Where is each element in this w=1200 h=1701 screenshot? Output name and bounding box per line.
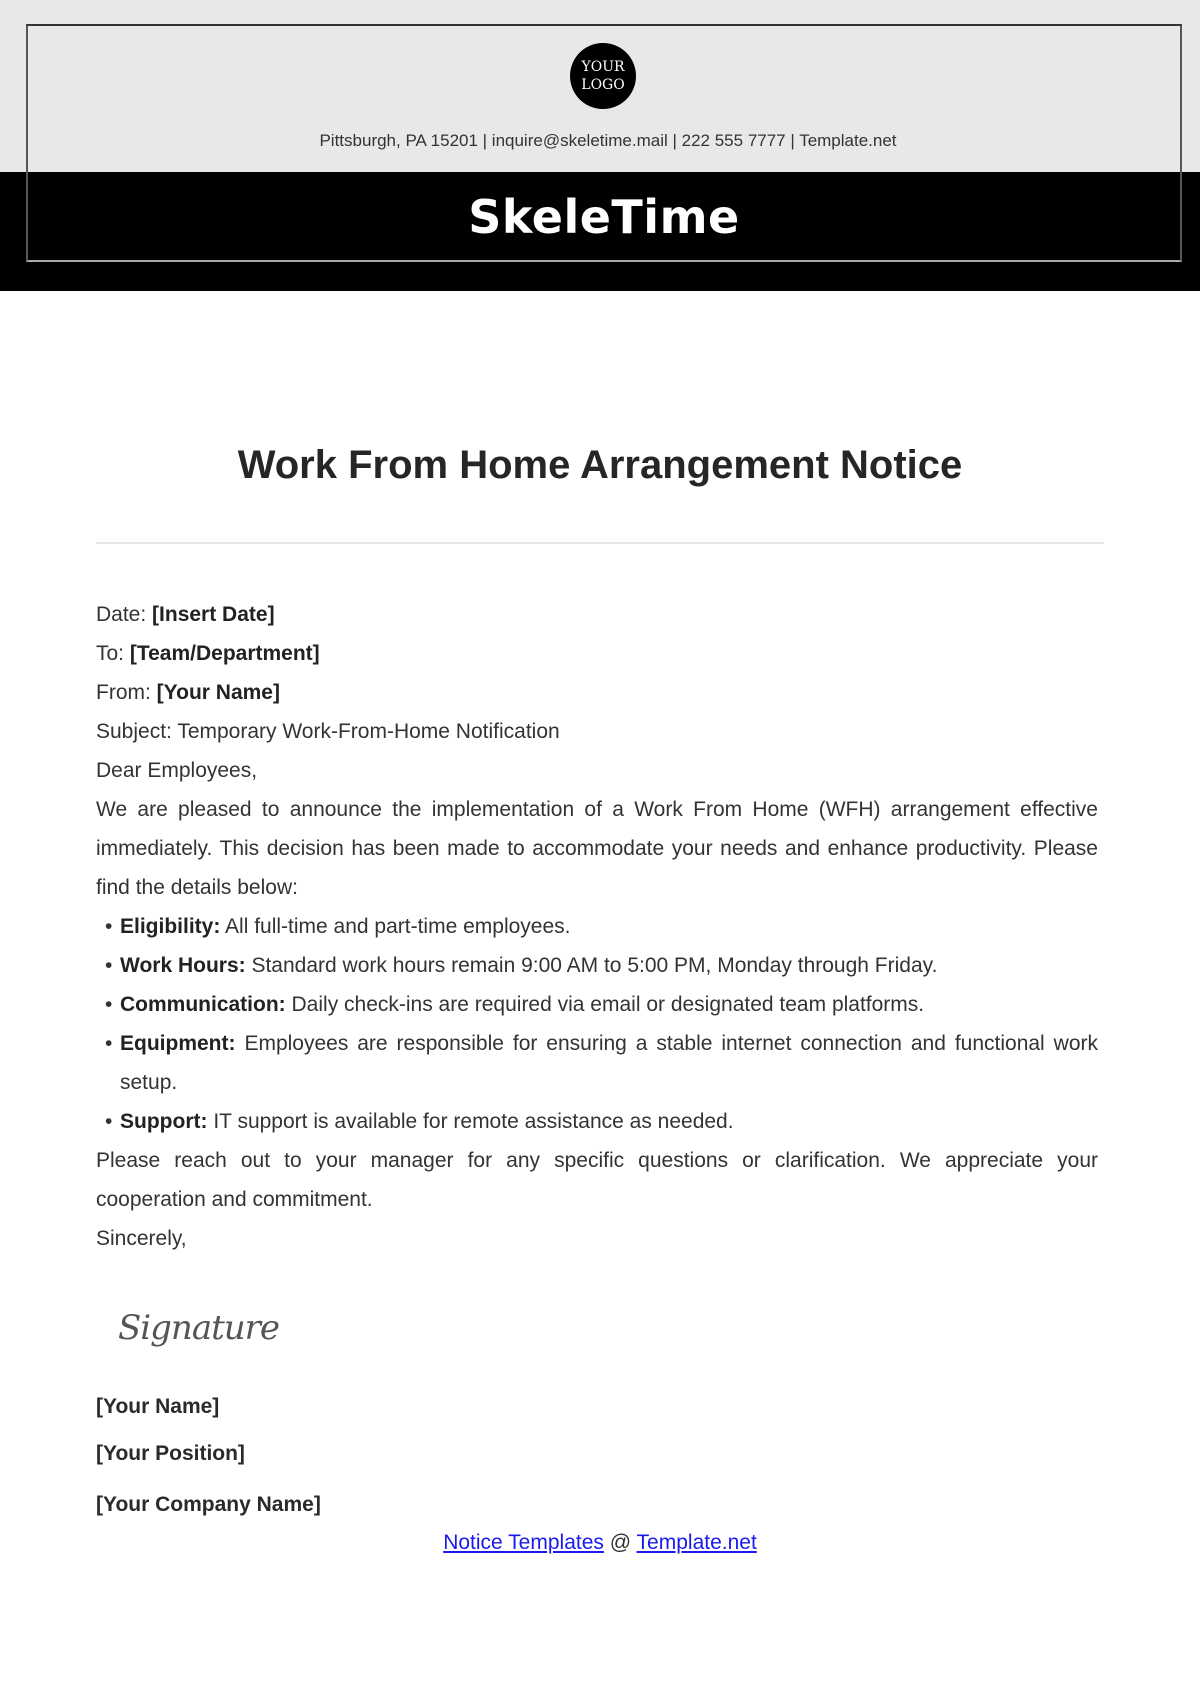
signoff: Sincerely, xyxy=(96,1227,187,1250)
logo-text: LOGO xyxy=(581,77,625,93)
from-label: From: xyxy=(96,681,151,704)
signer-company: [Your Company Name] xyxy=(96,1493,321,1516)
list-item xyxy=(120,946,1098,985)
company-brand: SkeleTime xyxy=(468,190,740,244)
item-label: Support: xyxy=(120,1110,208,1133)
document-title: Work From Home Arrangement Notice xyxy=(237,443,963,487)
subject-line: Subject: Temporary Work-From-Home Notification xyxy=(96,720,560,743)
signer-position: [Your Position] xyxy=(96,1442,245,1465)
list-item xyxy=(120,985,1098,1024)
date-label: Date: xyxy=(96,603,147,626)
signature: Signature xyxy=(118,1308,280,1348)
date-line xyxy=(96,595,1098,634)
list-item xyxy=(120,1024,1098,1102)
footer-separator: @ xyxy=(609,1531,632,1554)
to-line xyxy=(96,634,1098,673)
from-line xyxy=(96,673,1098,712)
date-value: [Insert Date] xyxy=(152,603,275,626)
notice-templates-link[interactable]: Notice Templates xyxy=(443,1531,604,1554)
logo-text: YOUR xyxy=(581,59,625,75)
template-net-link[interactable]: Template.net xyxy=(636,1531,757,1554)
details-list xyxy=(96,907,1098,1141)
greeting: Dear Employees, xyxy=(96,759,258,782)
item-text: Daily check-ins are required via email or designated team platforms. xyxy=(291,993,925,1016)
divider xyxy=(96,542,1104,544)
to-value: [Team/Department] xyxy=(129,642,320,665)
notice-body xyxy=(96,595,1098,1258)
item-label: Equipment: xyxy=(120,1032,236,1055)
item-label: Communication: xyxy=(120,993,286,1016)
intro-paragraph: We are pleased to announce the implementation of a Work From Home (WFH) arrangement effective immediately. This decision has been made to accommodate your needs and enhance productivity. Please find the details below: xyxy=(96,798,1098,899)
to-label: To: xyxy=(96,642,125,665)
item-label: Eligibility: xyxy=(120,915,221,938)
from-value: [Your Name] xyxy=(156,681,280,704)
list-item xyxy=(120,907,1098,946)
item-text: IT support is available for remote assistance as needed. xyxy=(213,1110,734,1133)
item-text: Standard work hours remain 9:00 AM to 5:00 PM, Monday through Friday. xyxy=(251,954,938,977)
item-text: All full-time and part-time employees. xyxy=(225,915,571,938)
footer xyxy=(0,1531,1200,1555)
item-text: Employees are responsible for ensuring a stable internet connection and functional work setup. xyxy=(120,1032,1098,1094)
contact-line: Pittsburgh, PA 15201 | inquire@skeletime.mail | 222 555 7777 | Template.net xyxy=(319,131,897,150)
item-label: Work Hours: xyxy=(120,954,246,977)
list-item xyxy=(120,1102,1098,1141)
signer-name: [Your Name] xyxy=(96,1395,220,1418)
logo xyxy=(570,43,636,109)
closing-paragraph: Please reach out to your manager for any specific questions or clarification. We appreciate your cooperation and commitment. xyxy=(96,1149,1098,1211)
